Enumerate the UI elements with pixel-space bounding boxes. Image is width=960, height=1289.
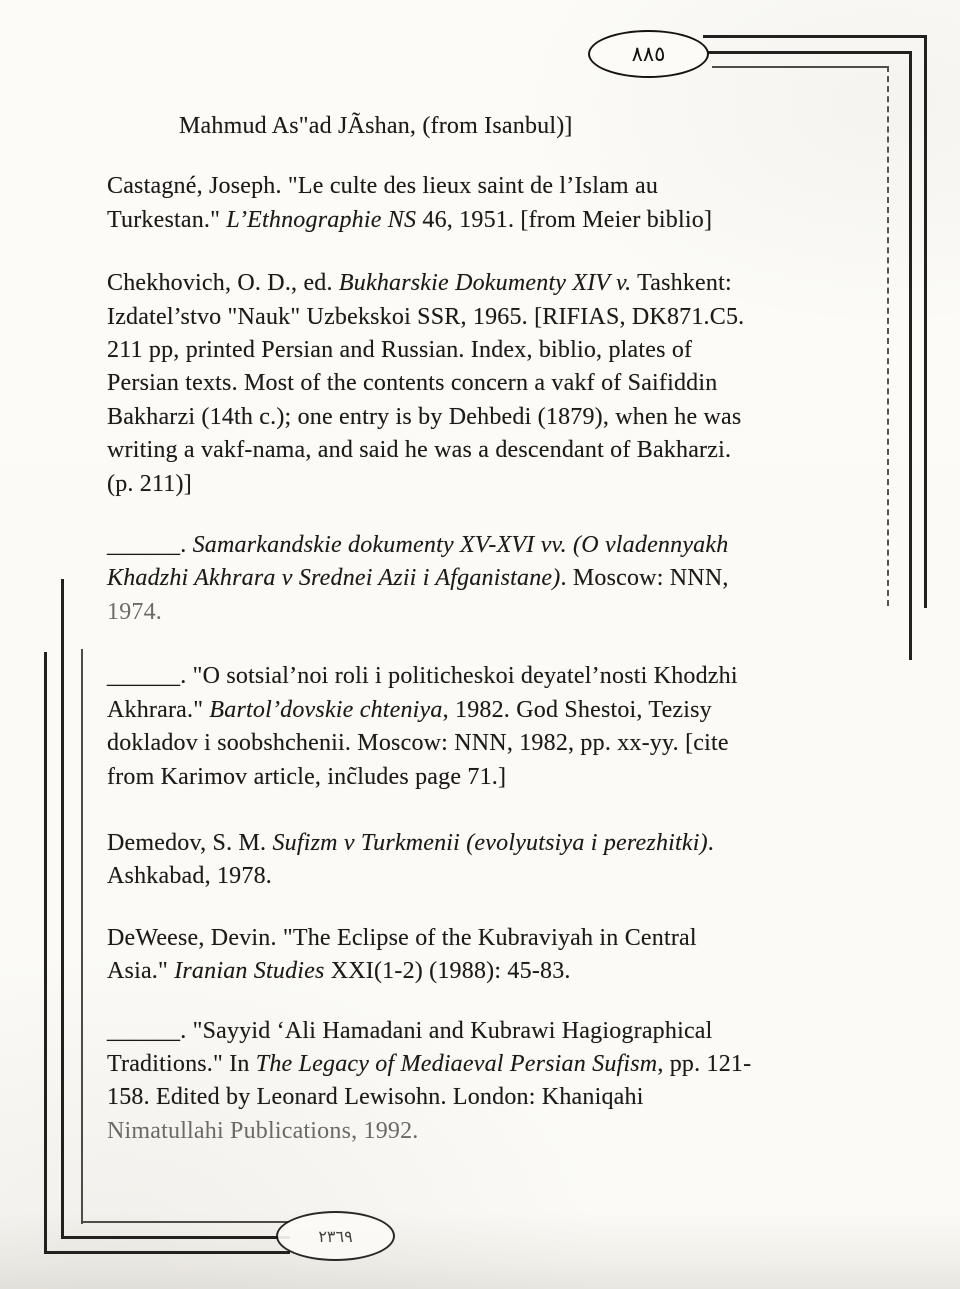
bib-line <box>107 860 907 893</box>
bibliography-entry <box>107 170 907 237</box>
bib-line <box>107 301 907 334</box>
bib-text: Nimatullahi Publications, 1992. <box>107 1117 419 1144</box>
bib-text: Bakharzi (14th c.); one entry is by Dehbedi (1879), when he was <box>107 403 742 430</box>
bibliography-entry <box>107 1015 907 1149</box>
bib-text: Ashkabad, 1978. <box>107 863 272 890</box>
bib-line <box>107 1015 907 1048</box>
bib-text: . <box>707 829 714 856</box>
bib-text: Persian texts. Most of the contents concern a vakf of Saifiddin <box>107 370 718 397</box>
scan-border-line <box>61 579 64 1239</box>
bib-line <box>107 922 907 955</box>
bib-text: XXI(1-2) (1988): 45-83. <box>324 958 571 985</box>
bib-line <box>107 110 907 143</box>
bib-title-italic: Sufizm v Turkmenii (evolyutsiya i perezhitki) <box>272 829 708 856</box>
bib-text: writing a vakf-nama, and said he was a descendant of Bakharzi. <box>107 437 732 464</box>
bib-text: Castagné, Joseph. "Le culte des lieux saint de l’Islam au <box>107 173 659 200</box>
bibliography-entry <box>107 827 907 894</box>
bib-line <box>107 529 907 562</box>
page-number-bottom: ٢٣٦٩ <box>318 1226 353 1246</box>
bib-title-italic: Bartol’dovskie chteniya <box>209 696 443 723</box>
bib-text: Tashkent: <box>631 270 732 297</box>
bib-line <box>107 660 907 693</box>
scan-border-line <box>712 66 889 68</box>
bib-line <box>107 1048 907 1081</box>
bib-text: Izdatel’stvo "Nauk" Uzbekskoi SSR, 1965. [RIFIAS, DK871.C5. <box>107 303 745 330</box>
bib-line <box>107 761 907 794</box>
bib-line <box>107 827 907 860</box>
bibliography-entry <box>107 529 907 629</box>
bib-text: Chekhovich, O. D., ed. <box>107 270 339 297</box>
bib-title-italic: Khadzhi Akhrara v Srednei Azii i Afganistane) <box>107 565 561 592</box>
bib-title-italic: Samarkandskie dokumenty XV-XVI vv. (O vladennyakh <box>192 532 729 559</box>
bib-line <box>107 267 907 300</box>
bib-line <box>107 434 907 467</box>
bib-line <box>107 1081 907 1114</box>
scan-border-line <box>44 1251 290 1254</box>
bib-line <box>107 204 907 237</box>
bib-text: 1974. <box>107 598 162 625</box>
bibliography <box>107 110 907 1176</box>
scan-border-line <box>909 51 912 660</box>
page-number-stamp-top <box>588 30 709 78</box>
scan-border-line <box>61 1236 290 1239</box>
bib-line <box>107 170 907 203</box>
bib-text: Turkestan." <box>107 206 227 233</box>
bib-line <box>107 1115 907 1148</box>
bib-text: ______. "O sotsial’noi roli i politicheskoi deyatel’nosti Khodzhi <box>107 663 738 690</box>
bibliography-entry <box>107 267 907 501</box>
bibliography-entry <box>107 110 907 143</box>
bib-text: Mahmud As"ad JÃshan, (from Isanbul)] <box>179 113 573 139</box>
bib-text: dokladov i soobshchenii. Moscow: NNN, 1982, pp. xx-yy. [cite <box>107 730 729 757</box>
scan-border-line <box>44 652 47 1254</box>
bib-title-italic: Bukharskie Dokumenty XIV v. <box>338 270 632 297</box>
bib-line <box>107 367 907 400</box>
bib-text: 211 pp, printed Persian and Russian. Index, biblio, plates of <box>107 337 693 364</box>
scan-border-line <box>705 51 911 54</box>
page-number-top: ٨٨٥ <box>631 42 666 66</box>
bib-line <box>107 955 907 988</box>
bib-line <box>107 596 907 629</box>
bib-line <box>107 468 907 501</box>
bibliography-entry <box>107 660 907 794</box>
bib-text: Akhrara." <box>107 696 210 723</box>
bib-text: ______. <box>107 532 193 559</box>
bib-text: ______. "Sayyid ‘Ali Hamadani and Kubrawi Hagiographical <box>107 1017 713 1044</box>
bib-text: DeWeese, Devin. "The Eclipse of the Kubraviyah in Central <box>107 924 697 951</box>
scan-border-line <box>81 1221 290 1223</box>
scan-border-dashed-line <box>887 66 889 606</box>
bibliography-entry <box>107 922 907 989</box>
bib-text: Traditions." In <box>107 1050 256 1077</box>
bib-title-italic: Iranian Studies <box>174 958 325 985</box>
bib-text: , 1982. God Shestoi, Tezisy <box>442 696 712 723</box>
bib-line <box>107 562 907 595</box>
scan-border-line <box>81 649 83 1224</box>
bib-title-italic: The Legacy of Mediaeval Persian Sufism <box>255 1050 658 1077</box>
bib-title-italic: L’Ethnographie NS <box>226 206 417 233</box>
bib-line <box>107 727 907 760</box>
bib-text: . Moscow: NNN, <box>560 565 729 592</box>
bib-line <box>107 401 907 434</box>
bib-text: (p. 211)] <box>107 470 192 497</box>
bib-text: Demedov, S. M. <box>107 829 273 856</box>
bib-text: Asia." <box>107 958 175 985</box>
bib-text: , pp. 121- <box>657 1050 752 1077</box>
bib-line <box>107 694 907 727</box>
bib-line <box>107 334 907 367</box>
scan-border-line <box>703 35 927 38</box>
bib-text: 158. Edited by Leonard Lewisohn. London: Khaniqahi <box>107 1084 644 1111</box>
bib-text: from Karimov article, inc̃ludes page 71.] <box>107 763 507 790</box>
bib-text: 46, 1951. [from Meier biblio] <box>416 206 713 233</box>
scan-border-line <box>924 35 927 608</box>
page-number-stamp-bottom <box>276 1211 395 1261</box>
